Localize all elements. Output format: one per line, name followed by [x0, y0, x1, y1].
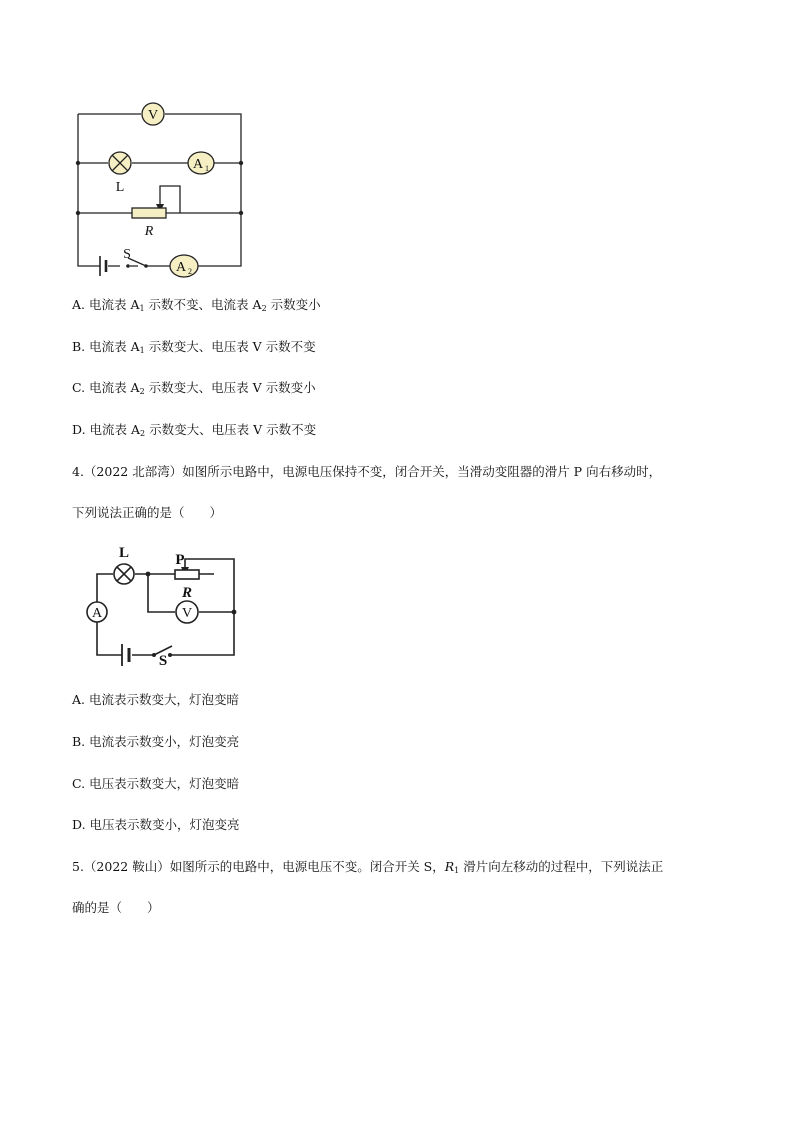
q4-option-b: B. 电流表示数变小，灯泡变亮 — [72, 734, 240, 749]
lamp-icon — [109, 152, 131, 174]
q5-stem-line1: 5.（2022 鞍山）如图所示的电路中，电源电压不变。闭合开关 S，$R_1$ 滑片向左移动的过程中，下列说法正 — [72, 859, 664, 875]
voltmeter-icon — [176, 601, 198, 623]
ammeter-a1-icon — [188, 152, 214, 174]
q3-option-d: D. 电流表 $A_2$ 示数变大、电压表 V 示数不变 — [72, 422, 317, 438]
q4-option-c: C. 电压表示数变大，灯泡变暗 — [72, 776, 240, 791]
q3-lamp-label: L — [115, 180, 125, 195]
q3-a1-label: A — [192, 157, 204, 172]
q3-voltmeter-label: V — [147, 108, 159, 123]
rheostat-icon — [132, 208, 166, 218]
q4-voltmeter-label: V — [181, 606, 193, 621]
q3-option-b: B. 电流表 $A_1$ 示数变大、电压表 V 示数不变 — [72, 339, 316, 355]
q5-stem-line2: 确的是（ ） — [72, 900, 160, 915]
q4-switch-label: S — [158, 653, 168, 666]
q4-option-d: D. 电压表示数变小，灯泡变亮 — [72, 817, 240, 832]
q3-a2-sub: 2 — [188, 267, 192, 276]
lamp-icon — [114, 564, 134, 584]
q4-slider-label: P — [175, 552, 185, 568]
q4-circuit-diagram — [80, 544, 245, 666]
q4-lamp-label: L — [118, 545, 130, 561]
q3-a1-sub: 1 — [205, 164, 209, 173]
q4-stem-line2: 下列说法正确的是（ ） — [72, 505, 223, 520]
q3-switch-label: S — [123, 247, 131, 262]
q4-stem-line1: 4.（2022 北部湾）如图所示电路中，电源电压保持不变，闭合开关，当滑动变阻器的滑片 P 向右移动时， — [72, 464, 662, 479]
q4-ammeter-label: A — [91, 606, 103, 621]
q3-option-a: A. 电流表 $A_1$ 示数不变、电流表 $A_2$ 示数变小 — [72, 297, 321, 313]
q4-option-a: A. 电流表示数变大，灯泡变暗 — [72, 692, 239, 707]
voltmeter-icon — [142, 103, 164, 125]
q3-circuit-diagram — [70, 98, 255, 278]
q3-resistor-label: R — [144, 224, 154, 239]
ammeter-icon — [87, 602, 107, 622]
q4-resistor-label: R — [181, 585, 193, 601]
q3-option-c: C. 电流表 $A_2$ 示数变大、电压表 V 示数变小 — [72, 380, 316, 396]
rheostat-icon — [175, 570, 199, 579]
ammeter-a2-icon — [170, 255, 198, 277]
q3-a2-label: A — [175, 260, 187, 275]
